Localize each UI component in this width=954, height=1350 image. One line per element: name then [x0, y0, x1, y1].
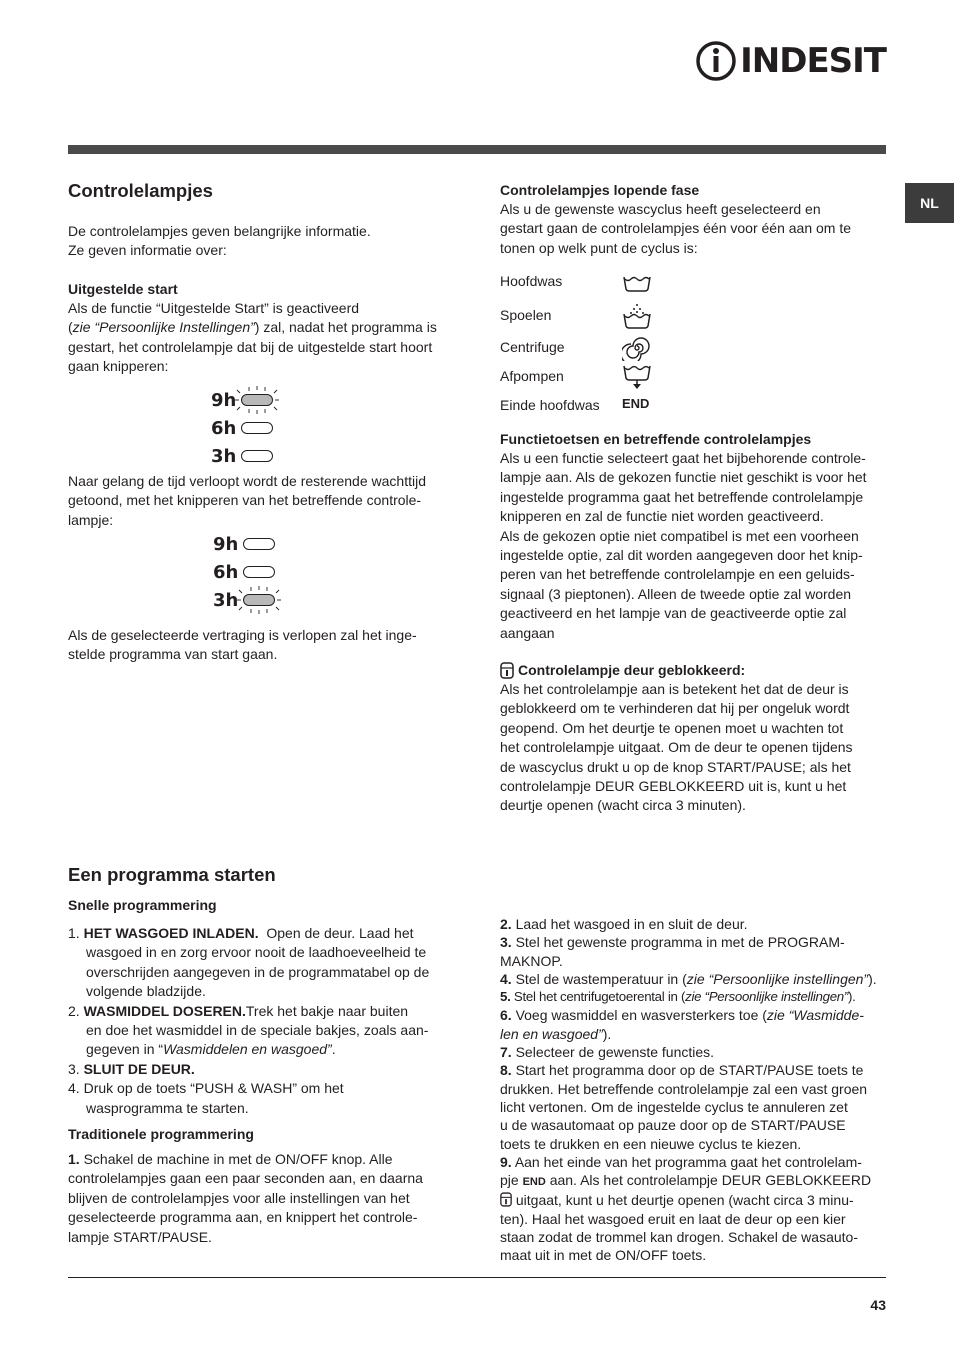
traditional-step-1: [68, 1150, 468, 1247]
step-text: ).: [848, 989, 856, 1005]
door-lock-icon: [500, 662, 514, 679]
step-text: toets te drukken en een nieuwe cyclus te kiezen.: [500, 1135, 802, 1152]
quick-step-4: 4. Druk op de toets “PUSH & WASH” om het wasprogramma te starten.: [68, 1080, 344, 1116]
delayed-start-paragraph: [68, 299, 468, 377]
step-number: 4: [68, 1080, 76, 1097]
step-text: Schakel de machine in met de ON/OFF knop. Alle: [83, 1151, 393, 1167]
step-number: 2: [68, 1002, 76, 1019]
traditional-programming-heading: Traditionele programmering: [68, 1126, 254, 1142]
step-number: 5.: [500, 989, 511, 1005]
trad-step-6: [500, 1006, 895, 1043]
step-text: u de wasautomaat op pauze door op de START/PAUSE: [500, 1117, 846, 1134]
delay-row-6h: [211, 414, 273, 442]
step-text: Voeg wasmiddel en wasversterkers toe (: [515, 1007, 767, 1024]
paragraph-line: lampje aan. Als de gekozen functie niet geschikt is voor het: [500, 469, 867, 486]
step-number: 1.: [68, 1151, 80, 1167]
paragraph-line: gestart gaan de controlelampjes één voor één aan om te: [500, 220, 852, 237]
paragraph-line: blijven de controlelampjes voor alle instellingen van het: [68, 1189, 410, 1206]
phase-label: Einde hoofdwas: [500, 397, 600, 414]
step-text: Laad het wasgoed in en sluit de deur.: [515, 916, 748, 932]
step-text: Stel het centrifugetoerental in (: [513, 989, 686, 1005]
end-indicator-icon: END: [622, 396, 650, 412]
trad-step-8: [500, 1061, 895, 1152]
door-lock-icon: [500, 1192, 512, 1207]
delay-label: 9h: [211, 389, 237, 411]
paragraph-line: deurtje openen (wacht circa 3 minuten).: [500, 797, 746, 814]
italic-reference: zie “Persoonlijke instellingen”: [685, 989, 849, 1005]
intro-line: Ze geven informatie over:: [68, 242, 227, 259]
delay-row-9h: [211, 386, 273, 414]
spin-icon: [622, 335, 652, 361]
step-number: 8.: [500, 1062, 512, 1079]
step-text: overschrijden aangegeven in de programmatabel op de: [86, 963, 430, 980]
delay-lamp-on: [241, 394, 273, 406]
paragraph-line: ingestelde programma gaat het betreffende controlelampje: [500, 488, 864, 505]
step-number: 9.: [500, 1153, 512, 1170]
delay-row-3h: [213, 586, 275, 614]
paragraph-line: getoond, met het knipperen van het betreffende controle-: [68, 492, 422, 509]
step-text: Stel de wastemperatuur in (: [515, 970, 687, 987]
section-title-controlelampjes: Controlelampjes: [68, 180, 213, 201]
indesit-i-icon: [696, 40, 736, 82]
paragraph-line: Naar gelang de tijd verloopt wordt de resterende wachttijd: [68, 473, 426, 489]
header-bar: [68, 145, 886, 154]
delay-label: 9h: [213, 533, 239, 555]
rinse-icon: [622, 302, 652, 330]
phase-label: Hoofdwas: [500, 273, 563, 290]
paragraph-line: aangaan: [500, 624, 555, 641]
step-text: drukken. Het betreffende controlelampje zal een vast groen: [500, 1080, 868, 1097]
delay-label: 3h: [213, 589, 239, 611]
trad-step-2: [500, 915, 895, 933]
paragraph-line: geblokkeerd om te verhinderen dat hij per ongeluk wordt: [500, 700, 850, 717]
step-text: uitgaat, kunt u het deurtje openen (wacht circa 3 minu-: [512, 1192, 854, 1209]
delay-lamp-off: [243, 566, 275, 578]
paragraph-line: stelde programma van start gaan.: [68, 646, 278, 663]
delayed-start-heading: Uitgestelde start: [68, 281, 178, 297]
language-tab: NL: [905, 183, 954, 223]
paragraph-line: geactiveerd en het lampje van de geactiveerde optie zal: [500, 605, 847, 622]
trad-step-9: [500, 1153, 895, 1265]
delay-lamp-off: [243, 538, 275, 550]
delay-lamp-off: [241, 450, 273, 462]
paragraph-line: controlelampje DEUR GEBLOKKEERD uit is, kunt u het: [500, 778, 847, 795]
paragraph-line: Als de functie “Uitgestelde Start” is geactiveerd: [68, 300, 360, 316]
paragraph-line: gaan knipperen:: [68, 358, 169, 375]
italic-reference: zie “Wasmidde-: [766, 1007, 864, 1024]
phase-label: Spoelen: [500, 307, 552, 324]
delay-label: 3h: [211, 445, 237, 467]
step-text: .: [190, 1060, 195, 1077]
quick-step-2: 2. WASMIDDEL DOSEREN.Trek het bakje naar buiten en doe het wasmiddel in de speciale bakjes, zoals aan- gegeven in “Wasmiddelen en wasgoed”.: [68, 1002, 429, 1058]
step-text: MAKNOP.: [500, 952, 563, 969]
phase-intro: [500, 200, 890, 258]
trad-step-3: [500, 933, 895, 970]
step-text: Start het programma door op de START/PAUSE toets te: [515, 1062, 864, 1079]
delay-lamp-wrap: [241, 394, 273, 406]
step-text: staan zodat de trommel kan drogen. Schakel de wasauto-: [500, 1229, 858, 1246]
main-wash-icon: [622, 271, 652, 293]
paragraph-line: de wascyclus drukt u op de knop START/PAUSE; als het: [500, 758, 851, 775]
step-text: .: [331, 1041, 336, 1058]
intro-line: De controlelampjes geven belangrijke informatie.: [68, 223, 371, 239]
step-text: en doe het wasmiddel in de speciale bakjes, zoals aan-: [86, 1022, 429, 1039]
step-text: aan. Als het controlelampje DEUR GEBLOKKEERD: [545, 1172, 872, 1189]
paragraph-line: Als de gekozen optie niet compatibel is met een voorheen: [500, 527, 859, 544]
step-text: Open de deur. Laad het: [266, 925, 414, 941]
trad-step-4: [500, 970, 895, 988]
step-number: 1: [68, 925, 76, 941]
step-number: 3: [68, 1060, 76, 1077]
phase-label: Centrifuge: [500, 339, 565, 356]
step-title: HET WASGOED INLADEN.: [83, 925, 259, 941]
end-indicator-icon: END: [522, 1176, 546, 1189]
paragraph-line: geopend. Om het deurtje te openen moet u wachten tot: [500, 719, 844, 736]
step-title: SLUIT DE DEUR: [83, 1060, 191, 1077]
paragraph-line: lampje:: [68, 511, 114, 528]
step-title: WASMIDDEL DOSEREN.: [83, 1002, 246, 1019]
quick-steps: [68, 924, 463, 1118]
page-number: 43: [870, 1297, 886, 1313]
paragraph-line: [68, 318, 468, 337]
phase-heading: Controlelampjes lopende fase: [500, 182, 700, 198]
paragraph-line: Als de geselecteerde vertraging is verlopen zal het inge-: [68, 627, 417, 643]
paragraph-line: Als u de gewenste wascyclus heeft geselecteerd en: [500, 201, 821, 217]
paragraph-line: Als het controlelampje aan is betekent het dat de deur is: [500, 681, 849, 697]
phase-row-centrifuge: [500, 333, 652, 363]
delay-lamp-off: [241, 422, 273, 434]
phase-list: [500, 265, 652, 421]
step-text: Stel het gewenste programma in met de PROGRAM-: [515, 934, 845, 951]
traditional-steps: [500, 915, 895, 1265]
step-text: wasgoed in en zorg ervoor nooit de laadhoeveelheid te: [86, 944, 427, 961]
functions-paragraph: [500, 449, 895, 643]
paragraph-line: peren van het betreffende controlelampje en een geluids-: [500, 566, 855, 583]
step-number: 2.: [500, 916, 512, 932]
paragraph-line: knipperen en zal de functie niet worden geactiveerd.: [500, 508, 824, 525]
delay-diagram-2: [213, 530, 275, 614]
door-heading-text: Controlelampje deur geblokkeerd:: [518, 662, 746, 678]
delay-row-3h: [211, 442, 273, 470]
delay-diagram-1: [211, 386, 273, 470]
phase-row-afpompen: [500, 363, 652, 391]
delay-elapsed-paragraph: [68, 626, 468, 665]
door-paragraph: [500, 680, 895, 816]
step-text: Trek het bakje naar buiten: [245, 1002, 409, 1019]
paragraph-line: controlelampjes gaan een paar seconden aan, en daarna: [68, 1170, 423, 1187]
italic-reference: len en wasgoed”: [500, 1025, 603, 1042]
brand-logo: [696, 40, 886, 82]
section-title-programma-starten: Een programma starten: [68, 864, 276, 885]
italic-reference: zie “Persoonlijke instellingen”: [686, 970, 869, 987]
trad-step-7: [500, 1043, 895, 1061]
drain-icon: [622, 363, 652, 391]
delay-row-9h: [213, 530, 275, 558]
step-text: pje: [500, 1172, 523, 1189]
text-fragment: (: [68, 319, 73, 336]
delay-label: 6h: [211, 417, 237, 439]
phase-label: Afpompen: [500, 368, 564, 385]
footer-rule: [68, 1277, 886, 1278]
step-text: ten). Haal het wasgoed eruit en laat de deur op een kier: [500, 1210, 846, 1227]
step-text: volgende bladzijde.: [86, 983, 206, 1000]
paragraph-line: het controlelampje uitgaat. Om de deur te openen tijdens: [500, 739, 853, 756]
step-number: 6.: [500, 1007, 512, 1024]
phase-row-hoofdwas: [500, 265, 652, 299]
functions-heading: Functietoetsen en betreffende controlelampjes: [500, 431, 812, 447]
paragraph-line: ingestelde optie, zal dit worden aangegeven door het knip-: [500, 547, 863, 564]
step-text: Aan het einde van het programma gaat het controlelam-: [514, 1153, 862, 1170]
paragraph-line: lampje START/PAUSE.: [68, 1228, 212, 1245]
trad-step-5: [500, 988, 895, 1006]
italic-reference: zie “Persoonlijke Instellingen”: [72, 319, 255, 336]
step-text: Druk op de toets “PUSH & WASH” om het: [83, 1080, 344, 1097]
step-text: maat uit in met de ON/OFF toets.: [500, 1247, 707, 1264]
paragraph-line: gestart, het controlelampje dat bij de uitgestelde start hoort: [68, 338, 433, 355]
delay-row-6h: [213, 558, 275, 586]
door-locked-heading: [500, 661, 745, 680]
delay-lamp-wrap: [243, 594, 275, 606]
step-text: ).: [602, 1025, 612, 1042]
quick-programming-heading: Snelle programmering: [68, 897, 217, 913]
paragraph-line: signaal (3 pieptonen). Alleen de tweede optie zal worden: [500, 585, 852, 602]
italic-reference: Wasmiddelen en wasgoed”: [163, 1041, 332, 1058]
quick-step-1: 1. HET WASGOED INLADEN. Open de deur. Laad het wasgoed in en zorg ervoor nooit de laadhoeveelheid te overschrijden aangegeven in de programmatabel op de volgende bladzijde.: [68, 925, 430, 1000]
text-fragment: ) zal, nadat het programma is: [254, 319, 437, 336]
step-number: 3.: [500, 934, 512, 951]
step-number: 7.: [500, 1044, 512, 1061]
delay-lamp-on: [243, 594, 275, 606]
phase-row-spoelen: [500, 299, 652, 333]
delay-label: 6h: [213, 561, 239, 583]
step-text: wasprogramma te starten.: [86, 1099, 249, 1116]
step-number: 4.: [500, 970, 512, 987]
step-text: gegeven in “: [86, 1041, 164, 1058]
step-text: ).: [868, 970, 877, 987]
intro-text: [68, 222, 371, 261]
brand-name: INDESIT: [740, 41, 886, 81]
paragraph-line: Als u een functie selecteert gaat het bijbehorende controle-: [500, 450, 866, 466]
phase-row-einde-hoofdwas: [500, 391, 652, 421]
countdown-paragraph: [68, 472, 468, 530]
paragraph-line: tonen op welk punt de cyclus is:: [500, 239, 698, 256]
step-text: Selecteer de gewenste functies.: [515, 1044, 715, 1061]
paragraph-line: [68, 1150, 468, 1169]
step-text: licht vertonen. Om de ingestelde cyclus te annuleren zet: [500, 1098, 848, 1115]
quick-step-3: 3. SLUIT DE DEUR.: [68, 1060, 195, 1077]
paragraph-line: geselecteerde programma aan, en knippert het controle-: [68, 1209, 418, 1226]
